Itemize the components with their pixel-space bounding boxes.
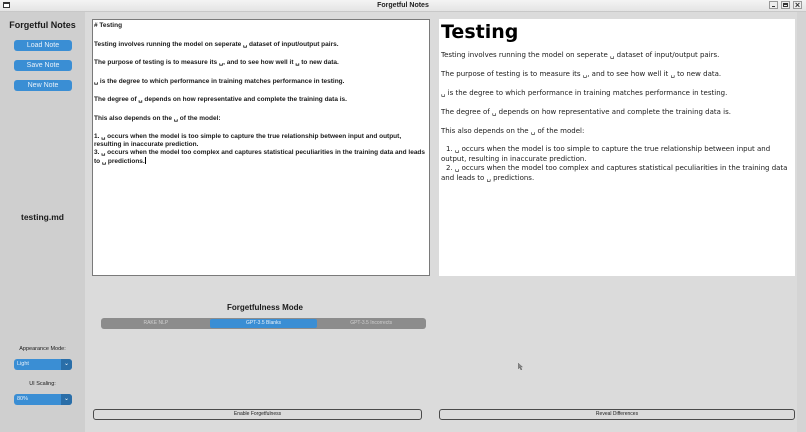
forgetfulness-mode-title: Forgetfulness Mode [226,303,303,312]
ui-scaling-dropdown[interactable] [14,394,72,405]
appearance-mode-value: Light [17,361,29,367]
editor-line: 1. ␣ occurs when the model is too simple to capture the true relationship between input and output, resulting in inaccurate prediction. [94,133,403,148]
preview-paragraph: This also depends on the ␣ of the model: [441,127,585,135]
maximize-button[interactable] [781,1,790,9]
close-button[interactable] [793,1,802,9]
editor-line: Testing involves running the model on seperate ␣ dataset of input/output pairs. [94,40,339,48]
chevron-down-icon[interactable]: ⌄ [61,359,72,370]
editor-line: # Testing [94,22,123,29]
markdown-preview [439,19,795,276]
mode-option-gpt-incorrects[interactable]: GPT-3.5 Incorrects [350,320,393,326]
mode-option-rake-nlp[interactable]: RAKE NLP [143,320,169,326]
mouse-cursor-icon [518,363,523,370]
preview-paragraph: Testing involves running the model on seperate ␣ dataset of input/output pairs. [441,51,720,59]
editor-line: 3. ␣ occurs when the model too complex and captures statistical peculiarities in the training data and leads to ␣ predictions. [94,149,427,165]
markdown-editor[interactable] [92,19,430,276]
minimize-button[interactable] [769,1,778,9]
preview-list-item: 2. ␣ occurs when the model too complex and captures statistical peculiarities in the training data and leads to ␣ predictions. [441,164,788,182]
window-title: Forgetful Notes [377,2,429,9]
preview-paragraph: The purpose of testing is to measure its ␣, and to see how well it ␣ to new data. [441,70,722,78]
appearance-mode-label: Appearance Mode: [19,346,66,352]
sidebar [0,12,85,432]
appearance-mode-dropdown[interactable] [14,359,72,370]
new-note-button[interactable]: New Note [14,80,72,91]
load-note-button[interactable]: Load Note [14,40,72,51]
mode-option-gpt-blanks[interactable]: GPT-3.5 Blanks [210,319,318,328]
current-filename: testing.md [21,212,64,222]
forgetfulness-mode-selector[interactable] [101,318,426,329]
editor-line: This also depends on the ␣ of the model: [94,114,221,122]
reveal-differences-button[interactable]: Reveal Differences [439,409,795,420]
ui-scaling-label: UI Scaling: [29,381,56,387]
text-caret [145,157,146,164]
enable-forgetfulness-button[interactable]: Enable Forgetfulness [93,409,422,420]
window-edge [797,12,806,432]
preview-paragraph: ␣ is the degree to which performance in training matches performance in testing. [441,89,728,97]
preview-heading: Testing [441,21,519,43]
title-bar [0,0,806,12]
editor-line: The purpose of testing is to measure its ␣, and to see how well it ␣ to new data. [94,59,339,66]
save-note-button[interactable]: Save Note [14,60,72,71]
preview-list-item: 1. ␣ occurs when the model is too simple to capture the true relationship between input and output, resulting in inaccurate prediction. [441,145,771,163]
editor-line: The degree of ␣ depends on how representative and complete the training data is. [94,96,347,103]
editor-line: ␣ is the degree to which performance in training matches performance in testing. [94,77,345,85]
app-name: Forgetful Notes [9,20,76,30]
ui-scaling-value: 80% [17,396,29,402]
preview-paragraph: The degree of ␣ depends on how representative and complete the training data is. [441,108,731,116]
chevron-down-icon[interactable]: ⌄ [61,394,72,405]
